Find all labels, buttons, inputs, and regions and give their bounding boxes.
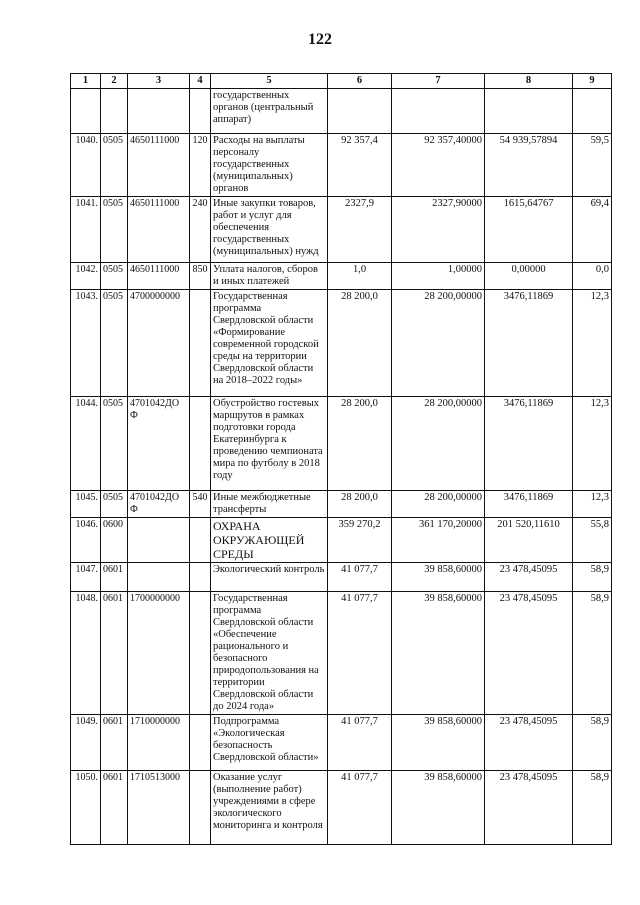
row-number: 1048. bbox=[71, 592, 101, 715]
row-number: 1050. bbox=[71, 771, 101, 845]
percent-col-9: 55,8 bbox=[573, 518, 612, 563]
row-number: 1047. bbox=[71, 563, 101, 592]
item-name: Иные закупки товаров, работ и услуг для обеспечения государственных (муниципальных) нужд bbox=[211, 197, 328, 263]
value-col-8: 201 520,11610 bbox=[485, 518, 573, 563]
section-code bbox=[101, 89, 128, 134]
value-col-8: 23 478,45095 bbox=[485, 715, 573, 771]
value-col-6: 28 200,0 bbox=[328, 290, 392, 397]
section-code: 0600 bbox=[101, 518, 128, 563]
item-name: Государственная программа Свердловской области «Формирование современной городской среды на территории Свердловской области на 2018–2022 годы» bbox=[211, 290, 328, 397]
value-col-6: 1,0 bbox=[328, 263, 392, 290]
target-article-code bbox=[128, 89, 190, 134]
column-header: 7 bbox=[392, 74, 485, 89]
value-col-7: 39 858,60000 bbox=[392, 563, 485, 592]
value-col-8: 3476,11869 bbox=[485, 491, 573, 518]
row-number: 1041. bbox=[71, 197, 101, 263]
percent-col-9: 0,0 bbox=[573, 263, 612, 290]
target-article-code: 4650111000 bbox=[128, 263, 190, 290]
value-col-6: 28 200,0 bbox=[328, 491, 392, 518]
value-col-8: 23 478,45095 bbox=[485, 771, 573, 845]
value-col-6: 359 270,2 bbox=[328, 518, 392, 563]
column-header: 6 bbox=[328, 74, 392, 89]
expense-type-code bbox=[190, 397, 211, 491]
target-article-code: 4650111000 bbox=[128, 134, 190, 197]
expense-type-code bbox=[190, 771, 211, 845]
value-col-8: 0,00000 bbox=[485, 263, 573, 290]
percent-col-9: 58,9 bbox=[573, 592, 612, 715]
value-col-8: 23 478,45095 bbox=[485, 563, 573, 592]
target-article-code: 1700000000 bbox=[128, 592, 190, 715]
value-col-7: 2327,90000 bbox=[392, 197, 485, 263]
table-row bbox=[71, 563, 612, 592]
expense-type-code: 240 bbox=[190, 197, 211, 263]
value-col-6: 41 077,7 bbox=[328, 592, 392, 715]
column-header: 9 bbox=[573, 74, 612, 89]
target-article-code: 4700000000 bbox=[128, 290, 190, 397]
item-name: Подпрограмма «Экологическая безопасность Свердловской области» bbox=[211, 715, 328, 771]
column-header: 8 bbox=[485, 74, 573, 89]
table-row bbox=[71, 491, 612, 518]
table-row bbox=[71, 263, 612, 290]
value-col-7: 28 200,00000 bbox=[392, 397, 485, 491]
section-code: 0601 bbox=[101, 592, 128, 715]
expense-type-code bbox=[190, 592, 211, 715]
value-col-7: 28 200,00000 bbox=[392, 491, 485, 518]
percent-col-9: 58,9 bbox=[573, 771, 612, 845]
percent-col-9: 59,5 bbox=[573, 134, 612, 197]
percent-col-9 bbox=[573, 89, 612, 134]
percent-col-9: 58,9 bbox=[573, 563, 612, 592]
value-col-8: 23 478,45095 bbox=[485, 592, 573, 715]
target-article-code: 1710513000 bbox=[128, 771, 190, 845]
row-number: 1040. bbox=[71, 134, 101, 197]
item-name: Уплата налогов, сборов и иных платежей bbox=[211, 263, 328, 290]
target-article-code: 4701042ДОФ bbox=[128, 397, 190, 491]
expense-type-code bbox=[190, 89, 211, 134]
value-col-7: 28 200,00000 bbox=[392, 290, 485, 397]
target-article-code bbox=[128, 563, 190, 592]
target-article-code: 1710000000 bbox=[128, 715, 190, 771]
row-number: 1045. bbox=[71, 491, 101, 518]
percent-col-9: 12,3 bbox=[573, 397, 612, 491]
value-col-7: 1,00000 bbox=[392, 263, 485, 290]
expense-type-code: 850 bbox=[190, 263, 211, 290]
value-col-6: 2327,9 bbox=[328, 197, 392, 263]
table-row bbox=[71, 715, 612, 771]
section-code: 0505 bbox=[101, 397, 128, 491]
column-header: 3 bbox=[128, 74, 190, 89]
value-col-7: 39 858,60000 bbox=[392, 715, 485, 771]
value-col-7: 39 858,60000 bbox=[392, 771, 485, 845]
section-code: 0505 bbox=[101, 290, 128, 397]
item-name: Обустройство гостевых маршрутов в рамках подготовки города Екатеринбурга к проведению чемпионата мира по футболу в 2018 году bbox=[211, 397, 328, 491]
expense-type-code: 120 bbox=[190, 134, 211, 197]
value-col-7: 92 357,40000 bbox=[392, 134, 485, 197]
item-name: Оказание услуг (выполнение работ) учреждениями в сфере экологического мониторинга и контроля bbox=[211, 771, 328, 845]
value-col-8: 3476,11869 bbox=[485, 397, 573, 491]
section-code: 0601 bbox=[101, 771, 128, 845]
value-col-8 bbox=[485, 89, 573, 134]
value-col-6: 92 357,4 bbox=[328, 134, 392, 197]
item-name: государственных органов (центральный аппарат) bbox=[211, 89, 328, 134]
percent-col-9: 12,3 bbox=[573, 491, 612, 518]
row-number: 1042. bbox=[71, 263, 101, 290]
expense-type-code: 540 bbox=[190, 491, 211, 518]
section-code: 0505 bbox=[101, 491, 128, 518]
section-code: 0601 bbox=[101, 563, 128, 592]
header-row bbox=[71, 74, 612, 89]
row-number: 1044. bbox=[71, 397, 101, 491]
row-number: 1046. bbox=[71, 518, 101, 563]
value-col-8: 3476,11869 bbox=[485, 290, 573, 397]
table-row bbox=[71, 771, 612, 845]
column-header: 5 bbox=[211, 74, 328, 89]
value-col-8: 1615,64767 bbox=[485, 197, 573, 263]
value-col-6: 28 200,0 bbox=[328, 397, 392, 491]
expense-type-code bbox=[190, 290, 211, 397]
value-col-7: 39 858,60000 bbox=[392, 592, 485, 715]
column-header: 1 bbox=[71, 74, 101, 89]
row-number: 1043. bbox=[71, 290, 101, 397]
value-col-6 bbox=[328, 89, 392, 134]
value-col-6: 41 077,7 bbox=[328, 563, 392, 592]
item-name: Экологический контроль bbox=[211, 563, 328, 592]
target-article-code: 4701042ДОФ bbox=[128, 491, 190, 518]
item-name: Иные межбюджетные трансферты bbox=[211, 491, 328, 518]
value-col-7 bbox=[392, 89, 485, 134]
section-code: 0505 bbox=[101, 197, 128, 263]
section-code: 0505 bbox=[101, 134, 128, 197]
table-row bbox=[71, 290, 612, 397]
expense-type-code bbox=[190, 715, 211, 771]
percent-col-9: 12,3 bbox=[573, 290, 612, 397]
row-number bbox=[71, 89, 101, 134]
value-col-6: 41 077,7 bbox=[328, 771, 392, 845]
row-number: 1049. bbox=[71, 715, 101, 771]
table-row bbox=[71, 89, 612, 134]
table-row bbox=[71, 592, 612, 715]
percent-col-9: 58,9 bbox=[573, 715, 612, 771]
table-row bbox=[71, 397, 612, 491]
target-article-code bbox=[128, 518, 190, 563]
table-body bbox=[71, 89, 612, 845]
percent-col-9: 69,4 bbox=[573, 197, 612, 263]
item-name: Расходы на выплаты персоналу государственных (муниципальных) органов bbox=[211, 134, 328, 197]
expense-type-code bbox=[190, 518, 211, 563]
table-row bbox=[71, 518, 612, 563]
value-col-8: 54 939,57894 bbox=[485, 134, 573, 197]
section-code: 0601 bbox=[101, 715, 128, 771]
page-number: 122 bbox=[308, 31, 332, 48]
item-name: Государственная программа Свердловской области «Обеспечение рационального и безопасного природопользования на территории Свердловской области до 2024 года» bbox=[211, 592, 328, 715]
table-row bbox=[71, 134, 612, 197]
expense-type-code bbox=[190, 563, 211, 592]
column-header: 4 bbox=[190, 74, 211, 89]
value-col-7: 361 170,20000 bbox=[392, 518, 485, 563]
table-row bbox=[71, 197, 612, 263]
target-article-code: 4650111000 bbox=[128, 197, 190, 263]
budget-table bbox=[70, 73, 612, 845]
section-code: 0505 bbox=[101, 263, 128, 290]
value-col-6: 41 077,7 bbox=[328, 715, 392, 771]
column-header: 2 bbox=[101, 74, 128, 89]
item-name: ОХРАНА ОКРУЖАЮЩЕЙ СРЕДЫ bbox=[211, 518, 328, 563]
